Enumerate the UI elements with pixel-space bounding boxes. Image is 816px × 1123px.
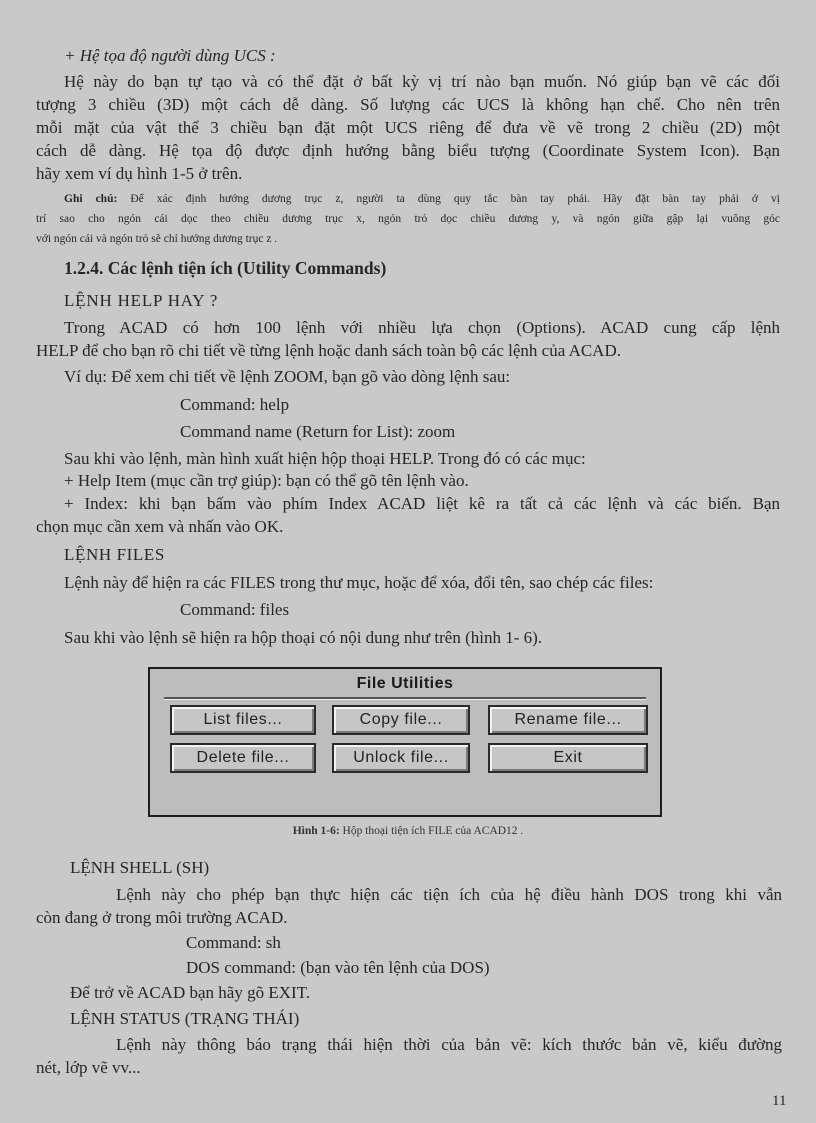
help-para-line: HELP để cho bạn rõ chi tiết về từng lệnh hoặc danh sách toàn bộ các lệnh của ACAD.	[36, 341, 621, 360]
ucs-heading: + Hệ tọa độ người dùng UCS :	[64, 46, 276, 65]
shell-title: LỆNH SHELL (SH)	[70, 858, 210, 877]
shell-command-1: Command: sh	[186, 933, 281, 952]
ucs-para-line: Hệ này do bạn tự tạo và có thể đặt ở bất kỳ vị trí nào bạn muốn. Nó giúp bạn vẽ các đối	[64, 72, 780, 91]
list-files-button[interactable]: List files...	[170, 705, 316, 735]
unlock-file-button[interactable]: Unlock file...	[332, 743, 470, 773]
exit-button[interactable]: Exit	[488, 743, 648, 773]
section-title: 1.2.4. Các lệnh tiện ích (Utility Commands)	[64, 258, 387, 278]
figure-caption	[0, 825, 816, 837]
file-utilities-dialog	[148, 667, 662, 817]
help-title: LỆNH HELP HAY ?	[64, 291, 219, 310]
note-line	[64, 191, 780, 207]
status-title: LỆNH STATUS (TRẠNG THÁI)	[70, 1009, 300, 1028]
files-command: Command: files	[180, 600, 290, 619]
page-number: 11	[772, 1093, 787, 1109]
index-line: + Index: khi bạn bấm vào phím Index ACAD liệt kê ra tất cả các lệnh và các biến. Bạn	[64, 494, 780, 513]
caption-label: Hình 1-6:	[292, 825, 340, 837]
note-label: Ghi chú:	[64, 193, 118, 205]
note-text: Để xác định hướng dương trục z, người ta dùng quy tắc bàn tay phải. Hãy đặt bàn tay phải ở vị	[117, 193, 781, 205]
note-line: với ngón cái và ngón trỏ sẽ chỉ hướng dương trục z .	[36, 233, 278, 245]
status-para-line: nét, lớp vẽ vv...	[36, 1058, 141, 1077]
help-example: Ví dụ: Để xem chi tiết về lệnh ZOOM, bạn gõ vào dòng lệnh sau:	[64, 367, 511, 386]
ucs-para-line: tượng 3 chiều (3D) một cách dễ dàng. Số lượng các UCS là không hạn chế. Cho nên trên	[36, 95, 780, 114]
help-para-line: Trong ACAD có hơn 100 lệnh với nhiều lựa chọn (Options). ACAD cung cấp lệnh	[64, 318, 780, 337]
shell-para-line: còn đang ở trong môi trường ACAD.	[36, 908, 288, 927]
dialog-title: File Utilities	[356, 675, 454, 692]
caption-text: Hộp thoại tiện ích FILE của ACAD12 .	[339, 825, 524, 837]
shell-exit-note: Để trở về ACAD bạn hãy gõ EXIT.	[70, 983, 311, 1002]
help-command-1: Command: help	[180, 395, 290, 414]
index-line: chọn mục cần xem và nhấn vào OK.	[36, 517, 284, 536]
note-line: trí sao cho ngón cái dọc theo chiều dương trục x, ngón trỏ dọc chiều dương y, và ngón giữa gập lại vuông góc	[36, 213, 780, 225]
shell-command-2: DOS command: (bạn vào tên lệnh của DOS)	[186, 958, 490, 977]
ucs-para-line: hãy xem ví dụ hình 1-5 ở trên.	[36, 164, 243, 183]
files-para: Lệnh này để hiện ra các FILES trong thư mục, hoặc để xóa, đổi tên, sao chép các files:	[64, 573, 654, 592]
delete-file-button[interactable]: Delete file...	[170, 743, 316, 773]
files-after: Sau khi vào lệnh sẽ hiện ra hộp thoại có nội dung như trên (hình 1- 6).	[64, 628, 543, 647]
help-item: + Help Item (mục cần trợ giúp): bạn có thể gõ tên lệnh vào.	[64, 471, 469, 490]
copy-file-button[interactable]: Copy file...	[332, 705, 470, 735]
status-para-line: Lệnh này thông báo trạng thái hiện thời của bản vẽ: kích thước bản vẽ, kiểu đường	[116, 1035, 782, 1054]
ucs-para-line: mỗi mặt của vật thể 3 chiều bạn đặt một UCS riêng để đưa về vẽ trong 2 chiều (2D) một	[36, 118, 780, 137]
rename-file-button[interactable]: Rename file...	[488, 705, 648, 735]
help-after: Sau khi vào lệnh, màn hình xuất hiện hộp thoại HELP. Trong đó có các mục:	[64, 449, 586, 468]
ucs-para-line: cách dễ dàng. Hệ tọa độ được định hướng bằng biểu tượng (Coordinate System Icon). Bạn	[36, 141, 780, 160]
dialog-divider	[164, 697, 646, 700]
shell-para-line: Lệnh này cho phép bạn thực hiện các tiện ích của hệ điều hành DOS trong khi vẫn	[116, 885, 782, 904]
help-command-2: Command name (Return for List): zoom	[180, 422, 456, 441]
files-title: LỆNH FILES	[64, 545, 165, 564]
